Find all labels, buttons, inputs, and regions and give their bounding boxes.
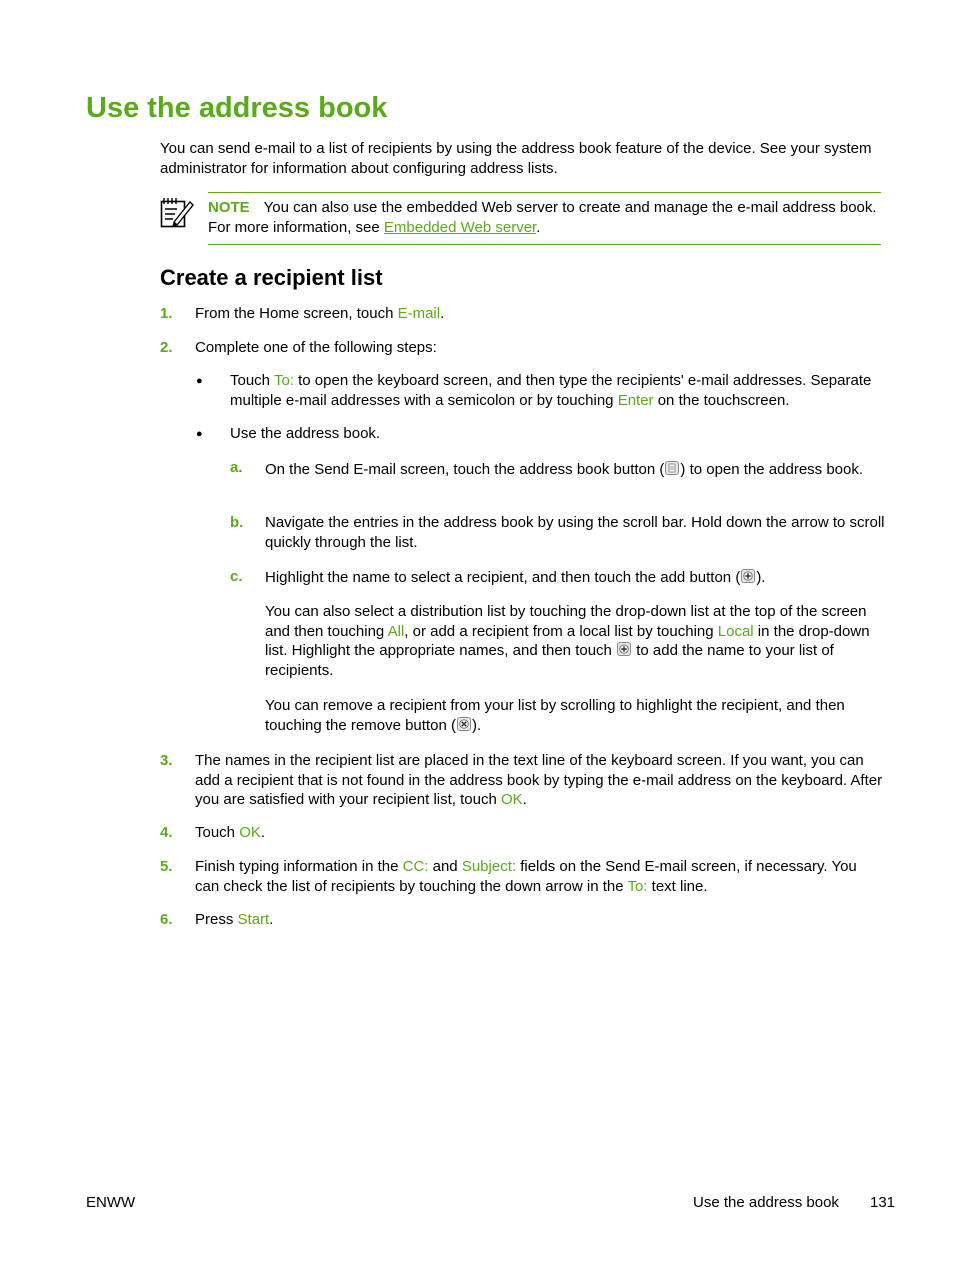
add-button-icon (617, 642, 631, 656)
section-title: Create a recipient list (160, 265, 383, 290)
ui-term-to: To: (627, 877, 648, 895)
ui-term-cc: CC: (402, 858, 429, 875)
substep-c-paragraph-3: You can remove a recipient from your list by scrolling to highlight the recipient, and then touching the remove button ( ). (265, 697, 845, 734)
intro-paragraph: You can send e-mail to a list of recipients by using the address book feature of the device. See your system administrator for information about configuring address lists. (160, 140, 872, 177)
ui-term-ok: OK (500, 791, 523, 808)
step-4-text: Touch OK. (195, 824, 266, 841)
bullet-2-text: Use the address book. (230, 425, 381, 442)
ui-term-enter: Enter (617, 391, 654, 409)
substep-b-text: Navigate the entries in the address book by using the scroll bar. Hold down the arrow to scroll quickly through the list. (265, 514, 885, 551)
ui-term-ok: OK (239, 824, 261, 841)
footer-section-title: Use the address book (693, 1194, 839, 1211)
substep-label: a. (230, 459, 243, 476)
step-number: 3. (160, 752, 173, 769)
step-2-text: Complete one of the following steps: (195, 339, 437, 356)
bullet-icon: ● (196, 428, 203, 440)
bullet-icon: ● (196, 375, 203, 387)
step-number: 2. (160, 339, 173, 356)
step-3-text: The names in the recipient list are placed in the text line of the keyboard screen. If you want, you can add a recipient that is not found in the address book by typing the e-mail address on the keyboard. After you are satisfied with your recipient list, touch OK. (195, 752, 883, 808)
note-label: NOTE (208, 199, 250, 216)
step-6-text: Press Start. (195, 911, 274, 928)
note-top-rule (208, 192, 881, 193)
note-text: You can also use the embedded Web server to create and manage the e-mail address book. For more information, see (208, 199, 877, 236)
ui-term-local: Local (717, 622, 754, 640)
note-pad-icon (160, 195, 194, 235)
ui-term-email: E-mail (397, 305, 441, 322)
substep-label: c. (230, 568, 243, 585)
step-5-text: Finish typing information in the CC: and Subject: fields on the Send E-mail screen, if necessary. You can check the list of recipients by touching the down arrow in the To: text line. (195, 858, 857, 895)
ui-term-start: Start (237, 911, 270, 928)
embedded-web-server-link[interactable]: Embedded Web server (383, 218, 537, 236)
remove-button-icon (457, 717, 471, 731)
address-book-button-icon (665, 461, 679, 475)
ui-term-subject: Subject: (461, 858, 517, 875)
ui-term-to: To: (273, 372, 294, 389)
substep-a-text: On the Send E-mail screen, touch the address book button ( ) to open the address book. (265, 461, 864, 478)
bullet-1-text: Touch To: to open the keyboard screen, and then type the recipients' e-mail addresses. Separate multiple e-mail addresses with a semicolon or by touching Enter on the touchscreen. (230, 372, 872, 409)
page-number: 131 (870, 1194, 896, 1211)
substep-c-paragraph-2: You can also select a distribution list by touching the drop-down list at the top of the screen and then touching All, or add a recipient from a local list by touching Local in the drop-down list. Highlight the appropriate names, and then touch to add the name to your list of recipients. (265, 603, 870, 679)
note-bottom-rule (208, 244, 881, 245)
step-number: 1. (160, 305, 173, 322)
note-box: NOTE You can also use the embedded Web server to create and manage the e-mail address book. For more information, see Embedded Web server. (208, 199, 877, 236)
add-button-icon (741, 569, 755, 583)
step-number: 4. (160, 824, 173, 841)
footer-left: ENWW (86, 1194, 136, 1211)
step-number: 5. (160, 858, 173, 875)
step-number: 6. (160, 911, 173, 928)
ui-term-all: All (387, 622, 405, 640)
step-1-text: From the Home screen, touch E-mail. (195, 305, 445, 322)
substep-label: b. (230, 514, 244, 531)
page-title: Use the address book (86, 92, 388, 124)
substep-c-text: Highlight the name to select a recipient, and then touch the add button ( ). (265, 569, 766, 586)
